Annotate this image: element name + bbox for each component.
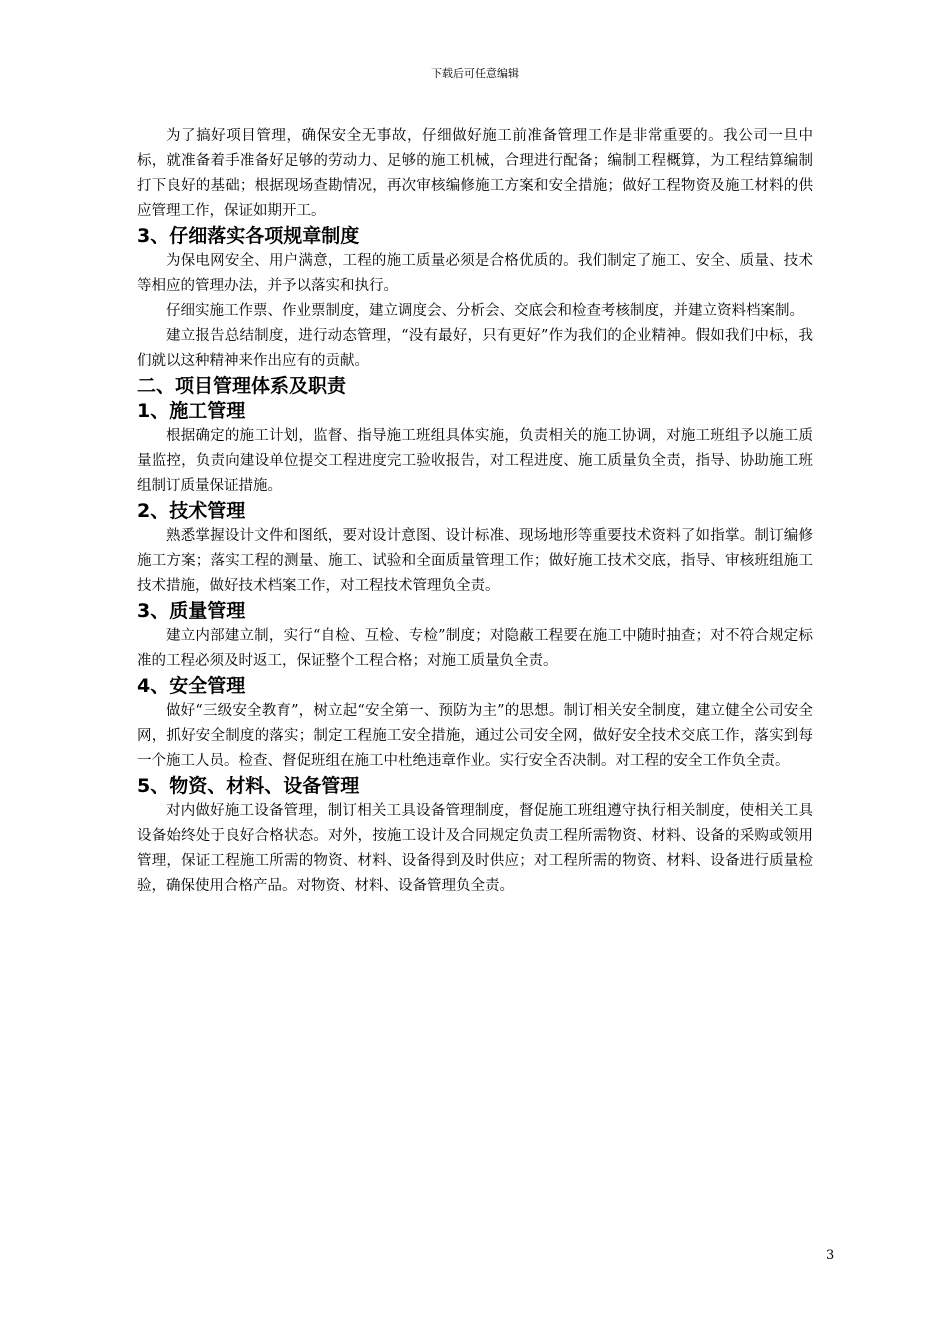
section-heading: 2、技术管理	[137, 500, 246, 522]
paragraph: 熟悉掌握设计文件和图纸，要对设计意图、设计标准、现场地形等重要技术资料了如指掌。制订编修施工方案；落实工程的测量、施工、试验和全面质量管理工作；做好施工技术交底，指导、审核班组施工技术措施，做好技术档案工作，对工程技术管理负全责。	[137, 528, 813, 594]
section-heading: 3、质量管理	[137, 600, 246, 622]
paragraph: 做好“三级安全教育”，树立起“安全第一、预防为主”的思想。制订相关安全制度，建立健全公司安全网，抓好安全制度的落实；制定工程施工安全措施，通过公司安全网，做好安全技术交底工作，落实到每一个施工人员。检查、督促班组在施工中杜绝违章作业。实行安全否决制。对工程的安全工作负全责。	[137, 703, 813, 769]
document-body	[137, 124, 813, 899]
paragraph: 建立内部建立制，实行“自检、互检、专检”制度；对隐蔽工程要在施工中随时抽查；对不符合规定标准的工程必须及时返工，保证整个工程合格；对施工质量负全责。	[137, 628, 813, 669]
paragraph: 根据确定的施工计划，监督、指导施工班组具体实施，负责相关的施工协调，对施工班组予以施工质量监控，负责向建设单位提交工程进度完工验收报告，对工程进度、施工质量负全责，指导、协助施工班组制订质量保证措施。	[137, 428, 813, 494]
section-heading: 5、物资、材料、设备管理	[137, 775, 360, 797]
section-heading: 二、项目管理体系及职责	[137, 375, 347, 397]
page-number: 3	[826, 1248, 835, 1263]
paragraph: 为了搞好项目管理，确保安全无事故，仔细做好施工前准备管理工作是非常重要的。我公司一旦中标，就准备着手准备好足够的劳动力、足够的施工机械，合理进行配备；编制工程概算，为工程结算编制打下良好的基础；根据现场查勘情况，再次审核编修施工方案和安全措施；做好工程物资及施工材料的供应管理工作，保证如期开工。	[137, 128, 813, 219]
paragraph: 建立报告总结制度，进行动态管理，“没有最好，只有更好”作为我们的企业精神。假如我们中标，我们就以这种精神来作出应有的贡献。	[137, 328, 813, 369]
section-heading: 3、仔细落实各项规章制度	[137, 225, 360, 247]
paragraph: 对内做好施工设备管理，制订相关工具设备管理制度，督促施工班组遵守执行相关制度，使相关工具设备始终处于良好合格状态。对外，按施工设计及合同规定负责工程所需物资、材料、设备的采购或领用管理，保证工程施工所需的物资、材料、设备得到及时供应；对工程所需的物资、材料、设备进行质量检验，确保使用合格产品。对物资、材料、设备管理负全责。	[137, 803, 813, 894]
section-heading: 4、安全管理	[137, 675, 246, 697]
section-heading: 1、施工管理	[137, 400, 246, 422]
paragraph: 为保电网安全、用户满意，工程的施工质量必须是合格优质的。我们制定了施工、安全、质量、技术等相应的管理办法，并予以落实和执行。	[137, 253, 813, 294]
paragraph: 仔细实施工作票、作业票制度，建立调度会、分析会、交底会和检查考核制度，并建立资料档案制。	[166, 303, 804, 319]
page-header: 下载后可任意编辑	[431, 67, 519, 80]
